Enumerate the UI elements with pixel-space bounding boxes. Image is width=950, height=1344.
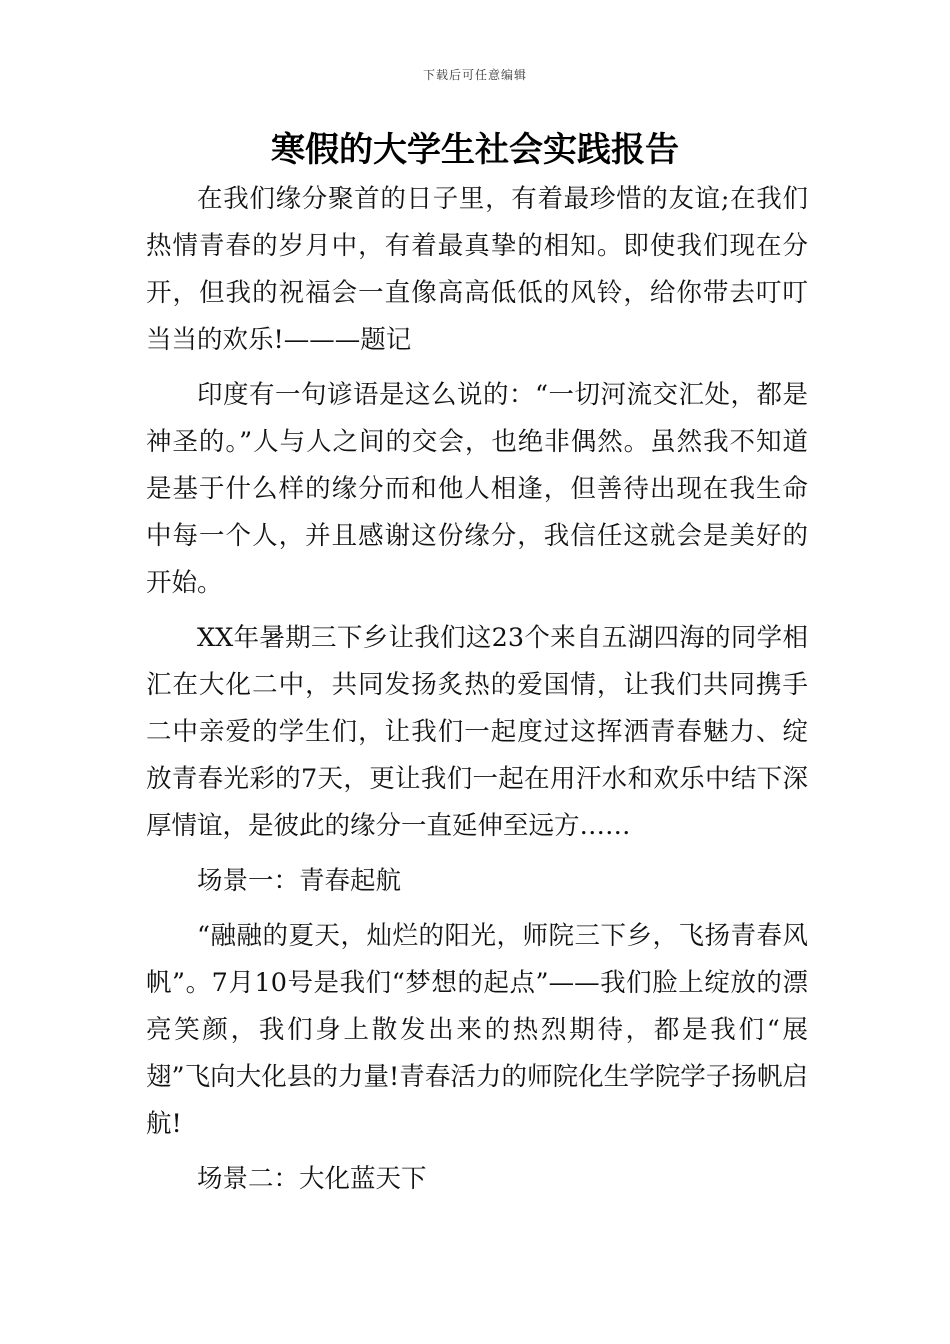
section-heading-scene-one: 场景一：青春起航 [197,866,402,896]
paragraph-epigraph: 在我们缘分聚首的日子里，有着最珍惜的友谊;在我们热情青春的岁月中，有着最真挚的相知。即使我们现在分开，但我的祝福会一直像高高低低的风铃，给你带去叮叮当当的欢乐!———题记 [146,184,808,355]
section-heading-scene-two: 场景二：大化蓝天下 [197,1164,427,1194]
header-note: 下载后可任意编辑 [422,68,527,82]
document-title: 寒假的大学生社会实践报告 [271,130,679,170]
document-body [146,176,808,1203]
paragraph-proverb: 印度有一句谚语是这么说的：“一切河流交汇处，都是神圣的。”人与人之间的交会，也绝非偶然。虽然我不知道是基于什么样的缘分而和他人相逢，但善待出现在我生命中每一个人，并且感谢这份缘分，我信任这就会是美好的开始。 [146,380,808,598]
paragraph-scene-one: “融融的夏天，灿烂的阳光，师院三下乡，飞扬青春风帆”。7月10号是我们“梦想的起点”——我们脸上绽放的漂亮笑颜，我们身上散发出来的热烈期待，都是我们“展翅”飞向大化县的力量!青春活力的师院化生学院学子扬帆启航! [146,921,808,1139]
paragraph-summer-program: XX年暑期三下乡让我们这23个来自五湖四海的同学相汇在大化二中，共同发扬炙热的爱国情，让我们共同携手二中亲爱的学生们，让我们一起度过这挥洒青春魅力、绽放青春光彩的7天，更让我们一起在用汗水和欢乐中结下深厚情谊，是彼此的缘分一直延伸至远方…… [146,623,808,841]
